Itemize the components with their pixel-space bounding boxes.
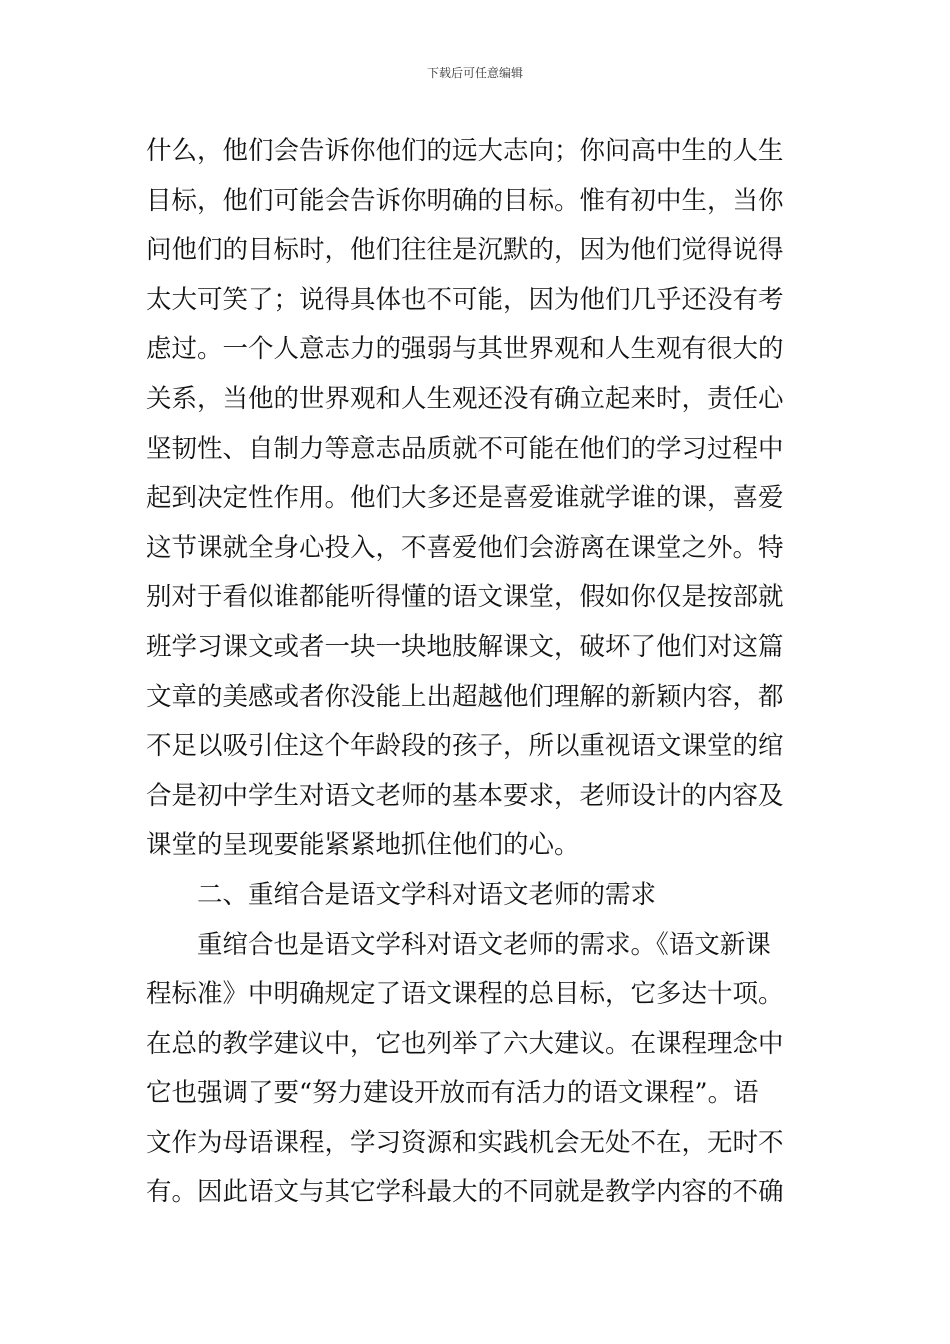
text-line: 文作为母语课程，学习资源和实践机会无处不在，无时不 <box>146 1127 784 1158</box>
text-line: 什么，他们会告诉你他们的远大志向；你问高中生的人生 <box>146 136 784 166</box>
text-line: 这节课就全身心投入，不喜爱他们会游离在课堂之外。特 <box>146 532 784 563</box>
text-line: 关系，当他的世界观和人生观还没有确立起来时，责任心 <box>146 383 784 414</box>
text-line: 它也强调了要“努力建设开放而有活力的语文课程”。语 <box>146 1078 759 1109</box>
text-line: 在总的教学建议中，它也列举了六大建议。在课程理念中 <box>146 1028 784 1059</box>
text-line: 目标，他们可能会告诉你明确的目标。惟有初中生，当你 <box>146 185 784 216</box>
text-line: 班学习课文或者一块一块地肢解课文，破坏了他们对这篇 <box>146 631 784 662</box>
text-line: 课堂的呈现要能紧紧地抓住他们的心。 <box>146 830 580 861</box>
text-line: 有。因此语文与其它学科最大的不同就是教学内容的不确 <box>146 1177 784 1208</box>
text-line: 起到决定性作用。他们大多还是喜爱谁就学谁的课，喜爱 <box>146 483 784 514</box>
page-header: 下载后可任意编辑 <box>426 66 523 80</box>
text-line: 不足以吸引住这个年龄段的孩子，所以重视语文课堂的绾 <box>146 731 784 762</box>
text-line: 程标准》中明确规定了语文课程的总目标，它多达十项。 <box>146 979 784 1010</box>
text-line: 问他们的目标时，他们往往是沉默的，因为他们觉得说得 <box>146 235 784 266</box>
text-line: 文章的美感或者你没能上出超越他们理解的新颖内容，都 <box>146 681 784 712</box>
document-body <box>146 127 806 1218</box>
text-line: 重绾合也是语文学科对语文老师的需求。《语文新课 <box>197 929 771 960</box>
text-line: 别对于看似谁都能听得懂的语文课堂，假如你仅是按部就 <box>146 582 784 613</box>
text-line: 合是初中学生对语文老师的基本要求，老师设计的内容及 <box>146 780 784 811</box>
text-line: 坚韧性、自制力等意志品质就不可能在他们的学习过程中 <box>146 433 784 464</box>
text-line: 虑过。一个人意志力的强弱与其世界观和人生观有很大的 <box>146 334 784 365</box>
section-heading: 二、重绾合是语文学科对语文老师的需求 <box>197 879 657 910</box>
text-line: 太大可笑了；说得具体也不可能，因为他们几乎还没有考 <box>146 284 784 315</box>
